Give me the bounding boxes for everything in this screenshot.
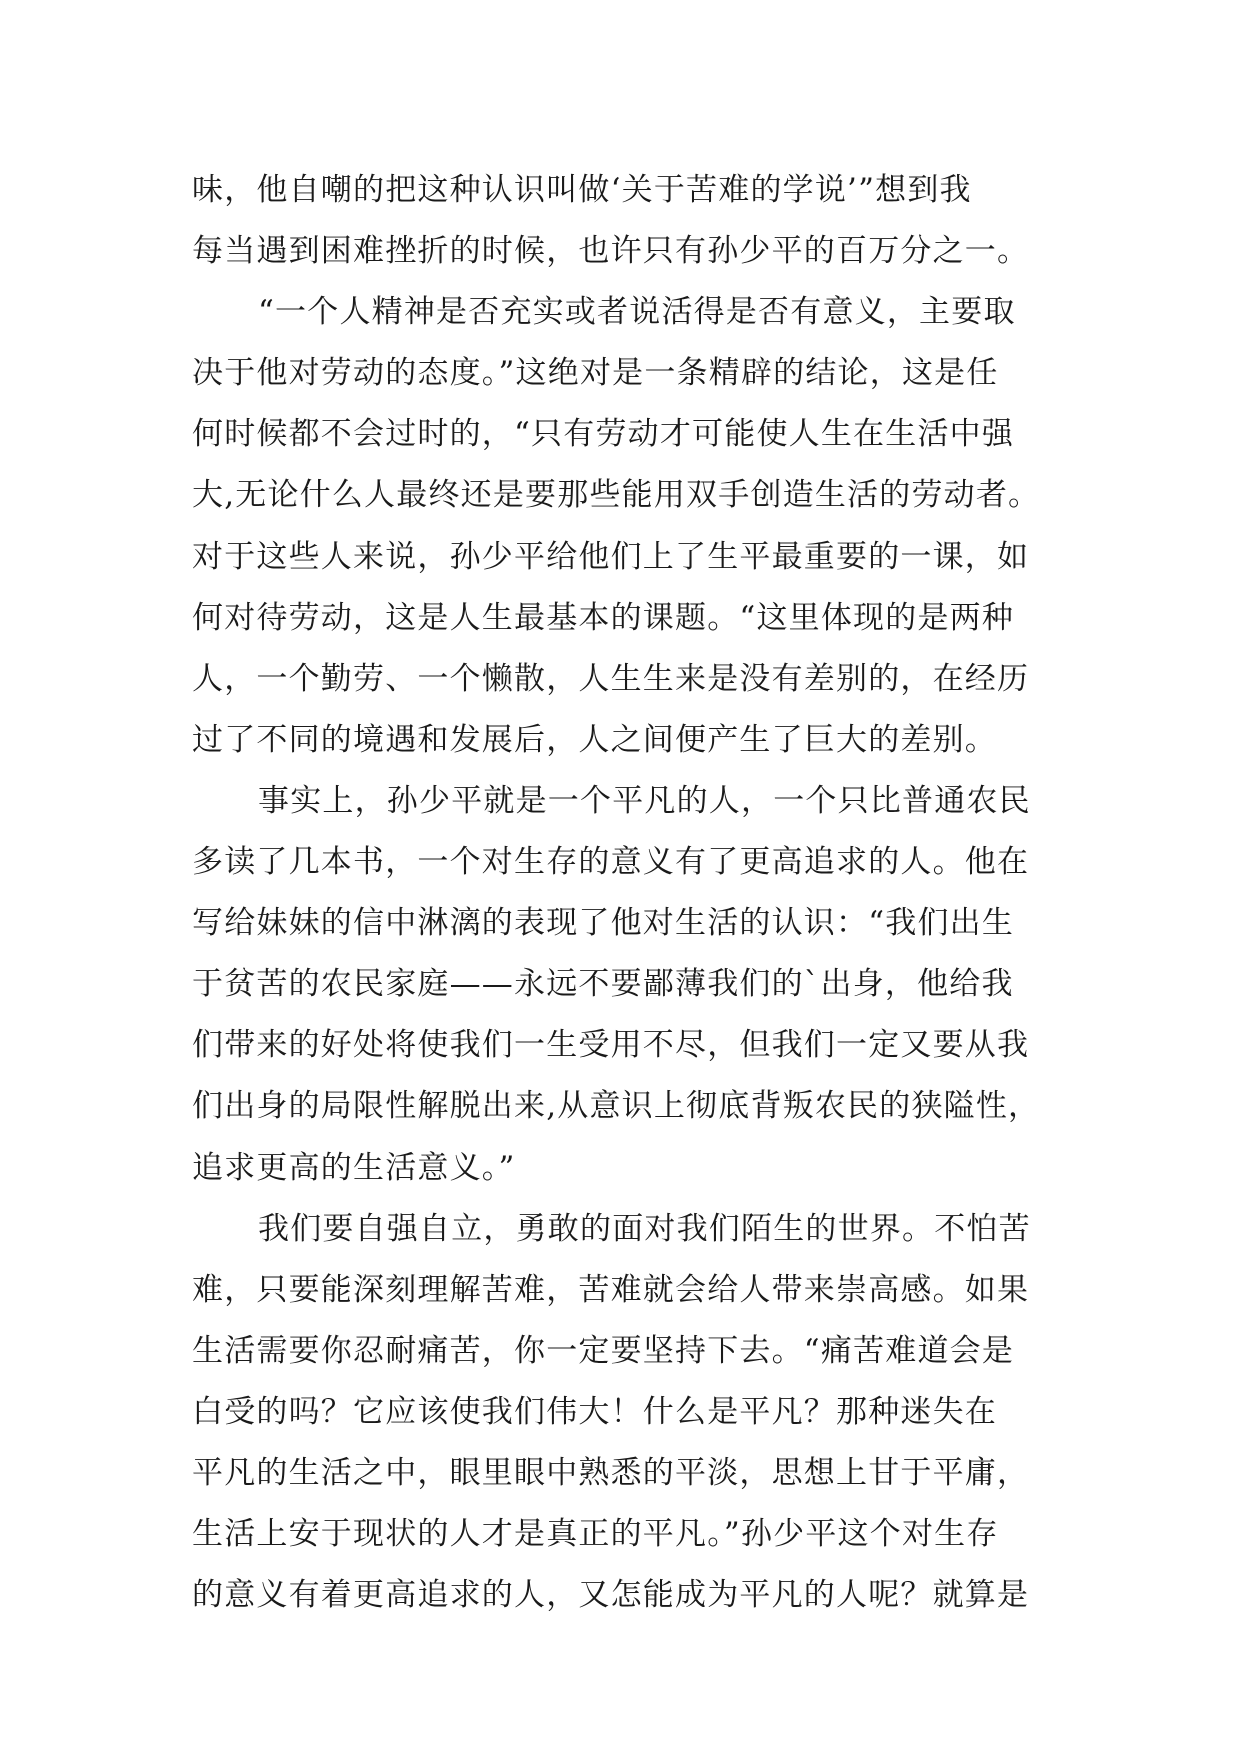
text-line: 过了不同的境遇和发展后，人之间便产生了巨大的差别。 [192,721,997,758]
text-line: 对于这些人来说，孙少平给他们上了生平最重要的一课，如 [192,538,1030,575]
text-line: 们出身的局限性解脱出来,从意识上彻底背叛农民的狭隘性， [192,1088,1041,1125]
text-line: 平凡的生活之中，眼里眼中熟悉的平淡，思想上甘于平庸， [192,1454,1030,1491]
text-line: 每当遇到困难挫折的时候，也许只有孙少平的百万分之一。 [192,233,1030,270]
text-line: 的意义有着更高追求的人，又怎能成为平凡的人呢？就算是 [192,1577,1030,1614]
text-line: 大,无论什么人最终还是要那些能用双手创造生活的劳动者。 [192,477,1041,514]
text-line: 于贫苦的农民家庭——永远不要鄙薄我们的`出身，他给我 [192,966,1014,1003]
text-line: 生活需要你忍耐痛苦，你一定要坚持下去。“痛苦难道会是 [192,1332,1015,1369]
text-line: 事实上，孙少平就是一个平凡的人，一个只比普通农民 [258,782,1031,819]
text-line: 们带来的好处将使我们一生受用不尽，但我们一定又要从我 [192,1027,1030,1064]
text-line: “一个人精神是否充实或者说活得是否有意义，主要取 [258,294,1016,331]
text-line: 多读了几本书，一个对生存的意义有了更高追求的人。他在 [192,844,1030,881]
text-line: 难，只要能深刻理解苦难，苦难就会给人带来崇高感。如果 [192,1271,1030,1308]
text-line: 写给妹妹的信中淋漓的表现了他对生活的认识：“我们出生 [192,905,1015,942]
text-line: 决于他对劳动的态度。”这绝对是一条精辟的结论，这是任 [192,355,999,392]
text-line: 人，一个勤劳、一个懒散，人生生来是没有差别的，在经历 [192,660,1030,697]
text-line: 白受的吗？它应该使我们伟大！什么是平凡？那种迷失在 [192,1393,997,1430]
text-line: 我们要自强自立，勇敢的面对我们陌生的世界。不怕苦 [258,1210,1031,1247]
text-line: 何时候都不会过时的，“只有劳动才可能使人生在生活中强 [192,416,1015,453]
text-line: 生活上安于现状的人才是真正的平凡。”孙少平这个对生存 [192,1516,999,1553]
text-line: 味，他自嘲的把这种认识叫做‘关于苦难的学说’”想到我 [192,172,972,208]
text-line: 追求更高的生活意义。” [192,1149,516,1186]
body-text [192,160,1062,1626]
text-line: 何对待劳动，这是人生最基本的课题。“这里体现的是两种 [192,599,1015,636]
